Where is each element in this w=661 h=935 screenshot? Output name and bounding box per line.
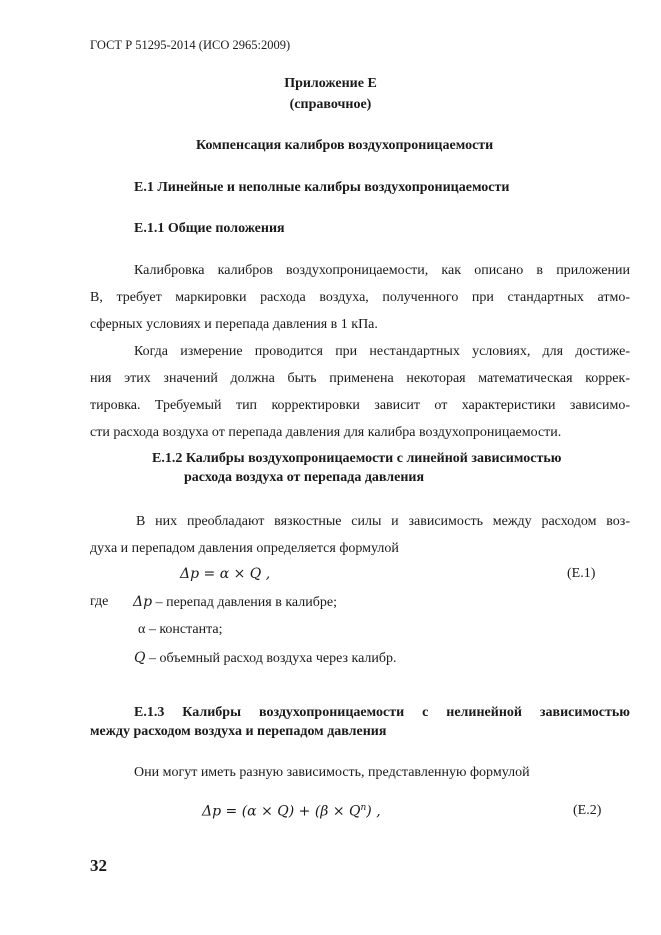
e11-p2-line-3: тировка. Требуемый тип корректировки зависит от характеристики зависимо- <box>90 398 630 413</box>
where-label: где <box>90 594 109 609</box>
formula-e2-number: (Е.2) <box>573 803 602 818</box>
document-header: ГОСТ Р 51295-2014 (ИСО 2965:2009) <box>90 38 291 52</box>
definition-delta-p <box>133 594 337 611</box>
definition-text: – перепад давления в калибре; <box>152 595 337 610</box>
formula-e2 <box>202 803 381 820</box>
e11-p1-line-2: В, требует маркировки расхода воздуха, полученного при стандартных атмо- <box>90 290 630 305</box>
e11-p1-line-1: Калибровка калибров воздухопроницаемости, как описано в приложении <box>134 263 630 278</box>
e13-p1: Они могут иметь разную зависимость, представленную формулой <box>134 765 530 780</box>
section-e1-title: Е.1 Линейные и неполные калибры воздухопроницаемости <box>134 180 510 195</box>
page-number: 32 <box>90 856 107 875</box>
e12-p1-line-1: В них преобладают вязкостные силы и зависимость между расходом воз- <box>136 514 630 529</box>
formula-e2-main: Δp = (α × Q) + (β × Q <box>202 803 361 820</box>
e11-p2-line-2: ния этих значений должна быть применена некоторая математическая коррек- <box>90 371 630 386</box>
definition-text: – константа; <box>145 622 223 637</box>
appendix-title: Приложение Е <box>284 76 377 91</box>
definition-symbol: Q <box>134 650 146 666</box>
formula-e1-number: (Е.1) <box>567 566 596 581</box>
definition-text: – объемный расход воздуха через калибр. <box>145 651 397 666</box>
section-e11-title: Е.1.1 Общие положения <box>134 221 285 236</box>
section-e12-title-line-1: Е.1.2 Калибры воздухопроницаемости с линейной зависимостью <box>152 451 562 466</box>
e11-p1-line-3: сферных условиях и перепада давления в 1 кПа. <box>90 317 378 332</box>
section-e12-title-line-2: расхода воздуха от перепада давления <box>184 470 425 485</box>
appendix-kind: (справочное) <box>289 97 372 112</box>
definition-q <box>134 650 397 667</box>
e11-p2-line-1: Когда измерение проводится при нестандартных условиях, для достиже- <box>134 344 630 359</box>
formula-e1: Δp = α × Q , <box>180 566 271 582</box>
e12-p1-line-2: духа и перепадом давления определяется формулой <box>90 541 399 556</box>
definition-symbol: Δp <box>133 594 153 610</box>
e11-p2-line-4: сти расхода воздуха от перепада давления для калибра воздухопроницаемости. <box>90 425 562 440</box>
definition-symbol: α <box>138 622 146 637</box>
formula-e2-exponent: n <box>360 803 367 813</box>
section-e13-title-line-1: Е.1.3 Калибры воздухопроницаемости с нелинейной зависимостью <box>134 705 630 720</box>
formula-e2-end: ) , <box>366 803 381 820</box>
definition-alpha <box>138 622 223 638</box>
main-title: Компенсация калибров воздухопроницаемости <box>196 138 494 153</box>
section-e13-title-line-2: между расходом воздуха и перепадом давления <box>90 724 387 739</box>
